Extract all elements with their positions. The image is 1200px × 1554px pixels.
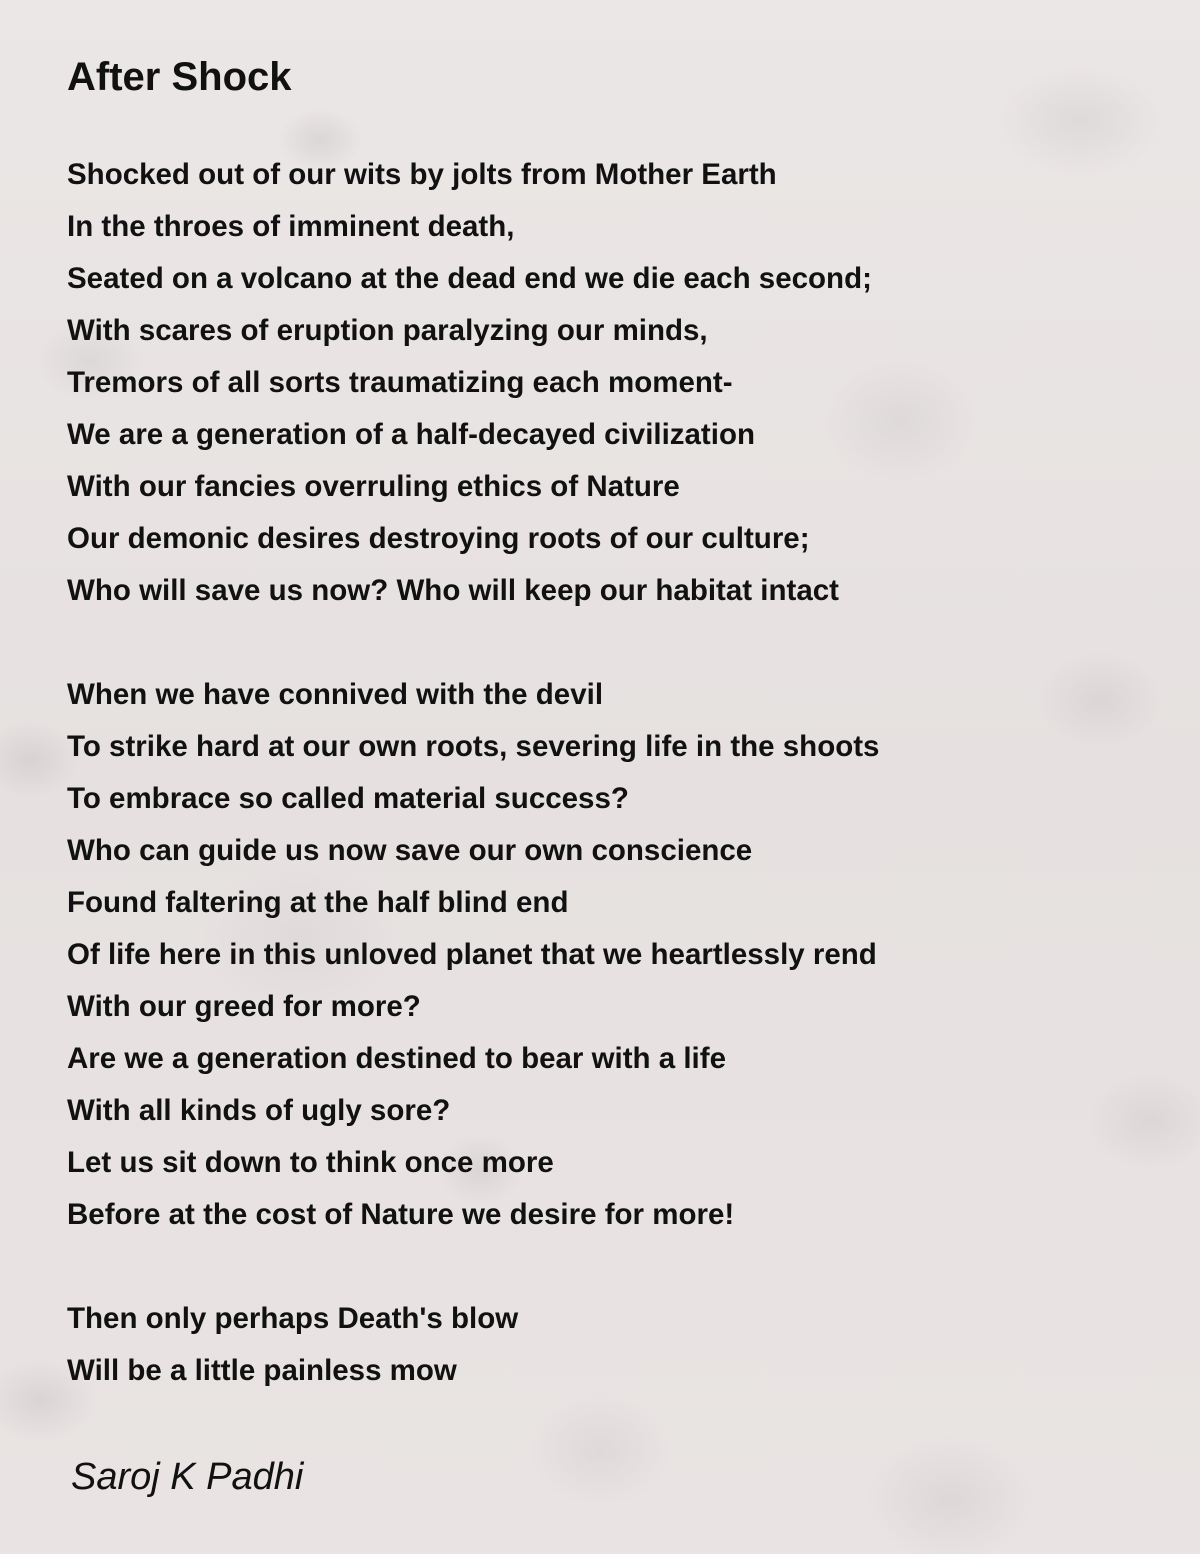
poem-line: In the throes of imminent death, xyxy=(67,210,515,243)
poem-line: Before at the cost of Nature we desire for more! xyxy=(67,1198,735,1231)
poem-line: When we have connived with the devil xyxy=(67,678,604,711)
poem-line: Will be a little painless mow xyxy=(67,1354,457,1387)
poem-line: Found faltering at the half blind end xyxy=(67,886,569,919)
poem-line: To strike hard at our own roots, severing life in the shoots xyxy=(67,730,880,763)
poem-body xyxy=(67,149,1167,1449)
poem-line: With our greed for more? xyxy=(67,990,421,1023)
poem-line: Of life here in this unloved planet that we heartlessly rend xyxy=(67,938,877,971)
poem-line: Let us sit down to think once more xyxy=(67,1146,554,1179)
poem-author: Saroj K Padhi xyxy=(71,1456,304,1498)
poem-line: We are a generation of a half-decayed civilization xyxy=(67,418,755,451)
poem-line: Tremors of all sorts traumatizing each moment- xyxy=(67,366,733,399)
poem-line: Seated on a volcano at the dead end we die each second; xyxy=(67,262,872,295)
stanza xyxy=(67,149,1167,617)
stanza xyxy=(67,1293,1167,1397)
poem-line: To embrace so called material success? xyxy=(67,782,629,815)
poem-line: With our fancies overruling ethics of Nature xyxy=(67,470,680,503)
poem-line: Then only perhaps Death's blow xyxy=(67,1302,519,1335)
poem-line: Our demonic desires destroying roots of our culture; xyxy=(67,522,810,555)
poem-line: With scares of eruption paralyzing our minds, xyxy=(67,314,708,347)
stanza xyxy=(67,669,1167,1241)
poem-line: Who can guide us now save our own conscience xyxy=(67,834,753,867)
poem-title: After Shock xyxy=(67,55,292,99)
poem-line: Are we a generation destined to bear with a life xyxy=(67,1042,726,1075)
poem-line: Who will save us now? Who will keep our habitat intact xyxy=(67,574,839,607)
poem-line: With all kinds of ugly sore? xyxy=(67,1094,451,1127)
poem-line: Shocked out of our wits by jolts from Mother Earth xyxy=(67,158,777,191)
